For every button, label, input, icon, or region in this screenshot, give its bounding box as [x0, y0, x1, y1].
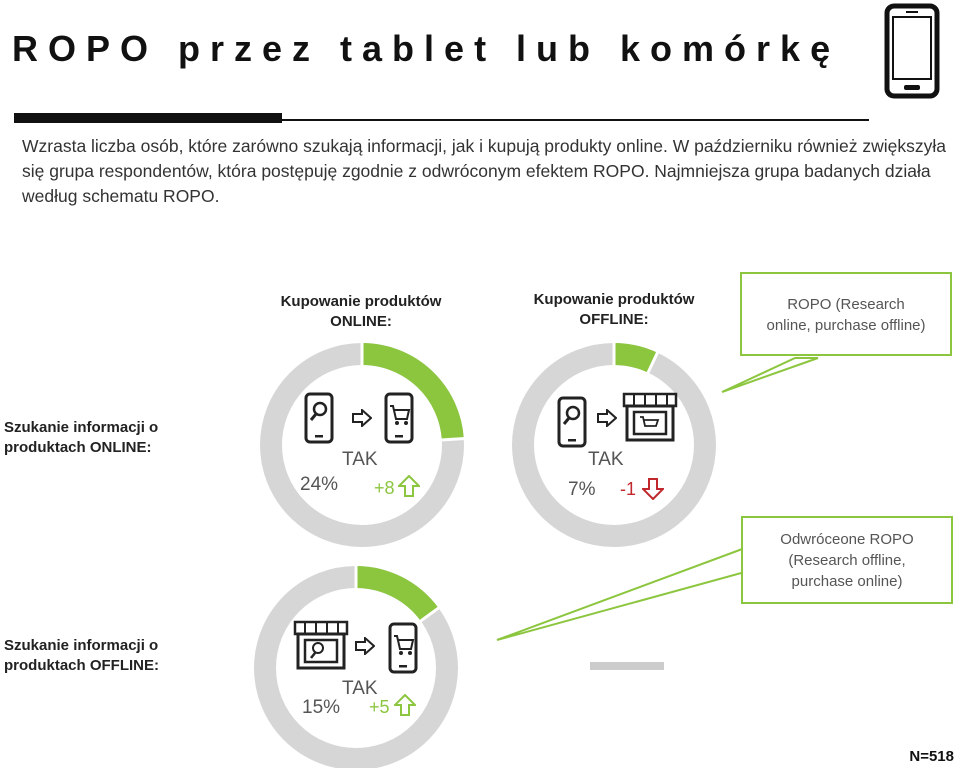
- row-header-online-line2: produktach ONLINE:: [4, 439, 152, 456]
- row-header-offline-line1: Szukanie informacji o: [4, 637, 159, 654]
- callout-reverse-line1: Odwróceone ROPO: [780, 531, 914, 548]
- donut-1-separator-2: [441, 439, 465, 441]
- sample-size-label: N=518: [909, 748, 954, 765]
- donut-2-value-label: 7%: [568, 479, 596, 500]
- smartphone-cart-icon: [384, 392, 414, 444]
- donut-1-value-label: 24%: [300, 474, 339, 495]
- row-header-online-line1: Szukanie informacji o: [4, 419, 159, 436]
- arrow-up-icon: [398, 475, 420, 497]
- callout-ropo-pointer: [722, 358, 818, 392]
- intro-text: Wzrasta liczba osób, które zarówno szukają informacji, jak i kupują produkty online. W październiku również zwiększyła się grupa respondentów, która postępuję zgodnie z odwróconym efektem ROPO. Najmniejsza grupa badanych działa według schematu ROPO.: [22, 136, 946, 206]
- arrow-down-icon: [642, 478, 664, 500]
- donut-1-change-label: +8: [374, 478, 395, 498]
- callout-reverse-pointer: [497, 548, 745, 640]
- donut-3-tak-label: TAK: [342, 678, 378, 699]
- callout-reverse-line3: purchase online): [791, 573, 903, 590]
- column-header-offline-line1: Kupowanie produktów: [533, 291, 695, 308]
- arrow-right-icon: [352, 409, 372, 427]
- shop-icon: [292, 620, 350, 672]
- page-title: ROPO przez tablet lub komórkę: [12, 28, 841, 69]
- smartphone-search-icon: [304, 392, 334, 444]
- row-header-offline-line2: produktach OFFLINE:: [4, 657, 159, 674]
- shop-icon: [621, 392, 679, 444]
- empty-cell-dash: [590, 662, 664, 670]
- donut-3-segment: [356, 577, 430, 615]
- donut-2-segment: [614, 354, 653, 363]
- column-header-online-line2: ONLINE:: [330, 313, 392, 330]
- donut-2-track: [523, 354, 705, 536]
- donut-2-tak-label: TAK: [588, 449, 624, 470]
- donut-1-tak-label: TAK: [342, 449, 378, 470]
- callout-ropo-line2: online, purchase offline): [766, 317, 926, 334]
- callout-reverse-ropo: [741, 516, 953, 604]
- donut-3-value-label: 15%: [302, 697, 341, 718]
- smartphone-cart-icon: [388, 622, 418, 674]
- column-header-offline-line2: OFFLINE:: [579, 311, 649, 328]
- callout-ropo: [740, 272, 952, 356]
- donut-2-change-label: -1: [620, 479, 637, 499]
- donut-3-change-label: +5: [369, 697, 390, 717]
- callout-reverse-line2: (Research offline,: [788, 552, 906, 569]
- column-header-online-line1: Kupowanie produktów: [280, 293, 442, 310]
- arrow-right-icon: [597, 409, 617, 427]
- smartphone-search-icon: [557, 396, 587, 448]
- arrow-up-icon: [394, 694, 416, 716]
- callout-ropo-line1: ROPO (Research: [787, 296, 905, 313]
- arrow-right-icon: [355, 637, 375, 655]
